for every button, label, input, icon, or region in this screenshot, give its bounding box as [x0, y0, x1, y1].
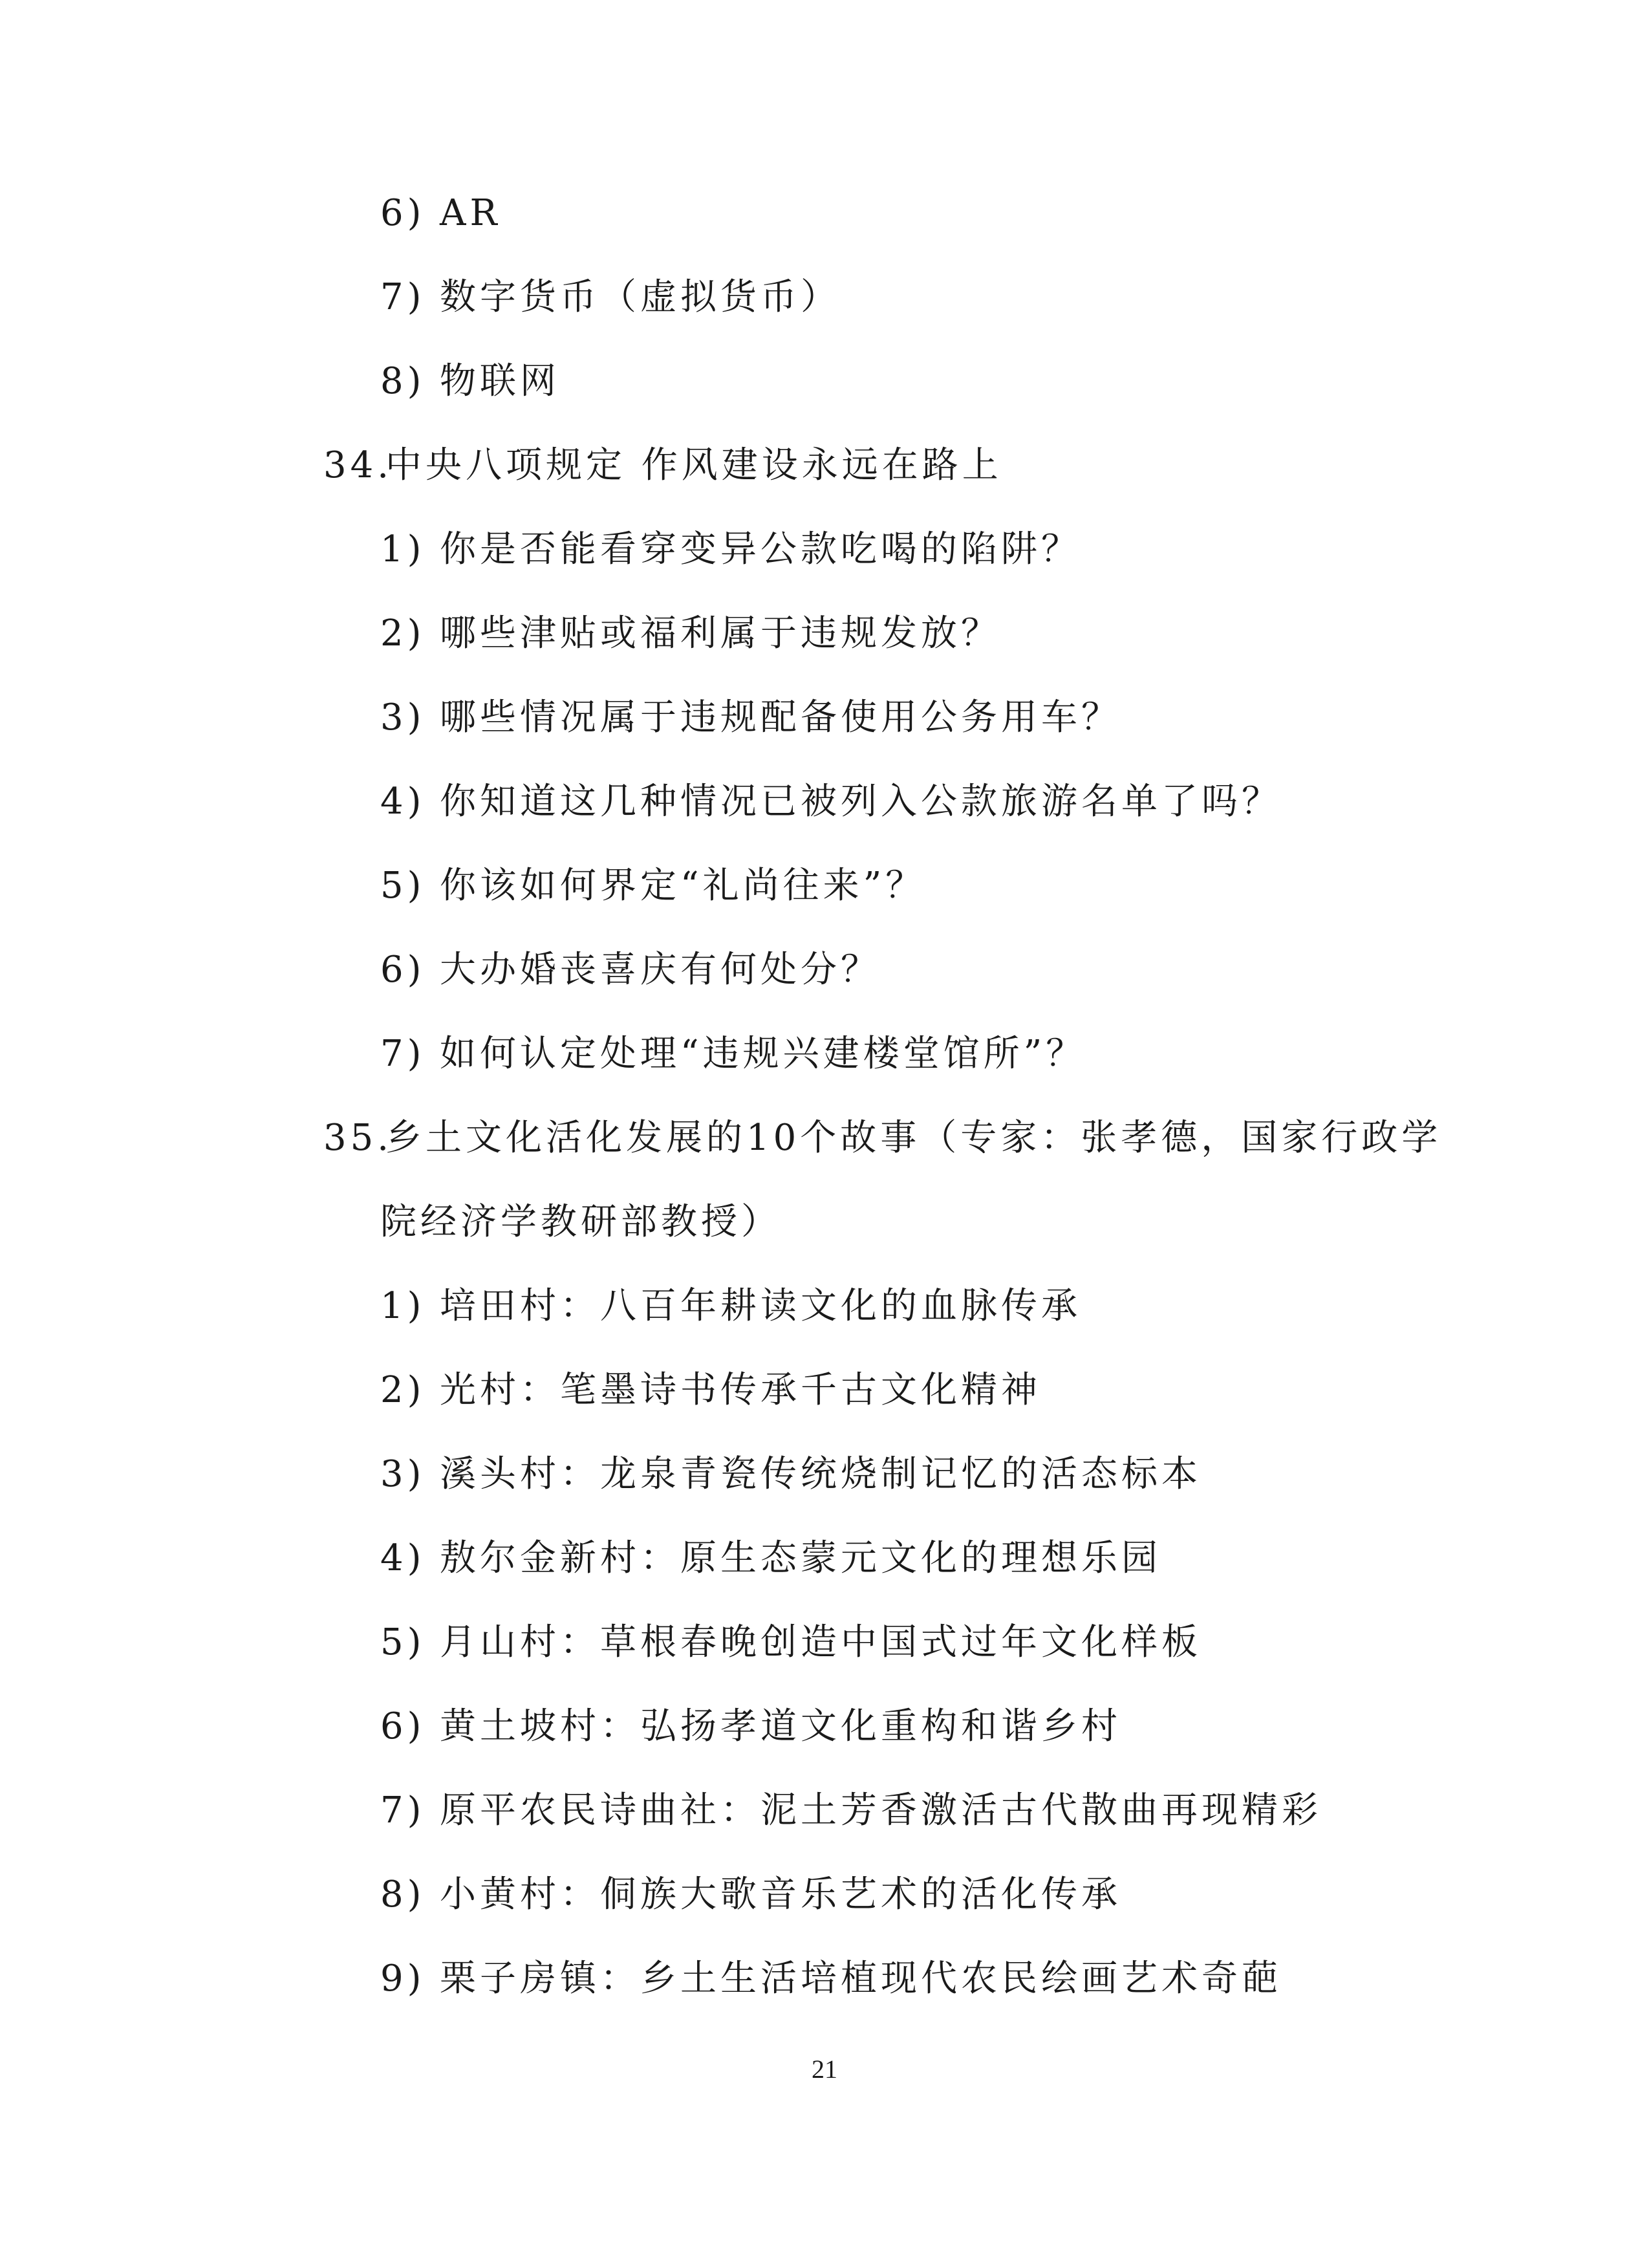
list-item	[380, 860, 925, 912]
section-heading	[323, 1112, 1441, 1164]
list-item	[380, 524, 1081, 576]
section-title-line2: 院经济学教研部教授）	[380, 1201, 781, 1243]
list-item	[380, 1533, 1161, 1584]
list-item-number: 6)	[380, 949, 426, 991]
list-item	[380, 944, 881, 996]
list-item-text: 光村：笔墨诗书传承千古文化精神	[440, 1369, 1041, 1411]
list-item	[380, 608, 1001, 660]
list-item-number: 8)	[380, 360, 426, 402]
list-item	[380, 1953, 1282, 2005]
list-item-text: 哪些津贴或福利属于违规发放？	[440, 612, 1001, 654]
list-item-text: 敖尔金新村：原生态蒙元文化的理想乐园	[440, 1537, 1161, 1579]
list-item-text: 如何认定处理“违规兴建楼堂馆所”？	[440, 1033, 1086, 1075]
page-number: 21	[812, 2055, 837, 2084]
list-item-text: 数字货币（虚拟货币）	[440, 276, 841, 318]
list-item-text: 你知道这几种情况已被列入公款旅游名单了吗？	[440, 781, 1282, 823]
list-item-text: 小黄村：侗族大歌音乐艺术的活化传承	[440, 1874, 1121, 1916]
list-item	[380, 188, 501, 239]
list-item-text: 栗子房镇：乡土生活培植现代农民绘画艺术奇葩	[440, 1958, 1282, 2000]
list-item-number: 7)	[380, 1789, 426, 1831]
list-item-text: 黄土坡村：弘扬孝道文化重构和谐乡村	[440, 1705, 1121, 1747]
list-item	[380, 1785, 1322, 1837]
list-item-number: 8)	[380, 1874, 426, 1916]
list-item	[380, 1365, 1041, 1416]
list-item	[380, 1869, 1121, 1921]
list-item-number: 5)	[380, 865, 426, 907]
list-item-number: 6)	[380, 192, 426, 234]
list-item-text: 哪些情况属于违规配备使用公务用车？	[440, 697, 1121, 739]
list-item-number: 2)	[380, 612, 426, 654]
list-item-number: 5)	[380, 1621, 426, 1663]
list-item	[380, 356, 560, 407]
list-item-text: 物联网	[440, 360, 560, 402]
list-item-number: 2)	[380, 1369, 426, 1411]
list-item-text: 原平农民诗曲社：泥土芳香激活古代散曲再现精彩	[440, 1789, 1322, 1831]
list-item	[380, 1280, 1081, 1332]
list-item	[380, 272, 841, 323]
list-item	[380, 692, 1121, 744]
list-item	[380, 1617, 1202, 1669]
section-title: 乡土文化活化发展的10个故事（专家：张孝德，国家行政学	[385, 1117, 1442, 1159]
list-item-number: 9)	[380, 1958, 426, 2000]
list-item-text: 溪头村：龙泉青瓷传统烧制记忆的活态标本	[440, 1453, 1202, 1495]
list-item-text: 月山村：草根春晚创造中国式过年文化样板	[440, 1621, 1202, 1663]
section-title-continuation	[380, 1196, 781, 1248]
section-heading	[323, 440, 1002, 491]
list-item-text: 大办婚丧喜庆有何处分？	[440, 949, 881, 991]
list-item-number: 6)	[380, 1705, 426, 1747]
list-item	[380, 1449, 1202, 1500]
section-number: 35.	[323, 1117, 393, 1159]
list-item	[380, 776, 1282, 828]
list-item-number: 3)	[380, 697, 426, 739]
list-item-text: 你是否能看穿变异公款吃喝的陷阱？	[440, 528, 1081, 570]
list-item-number: 4)	[380, 1537, 426, 1579]
list-item-number: 7)	[380, 276, 426, 318]
section-number: 34.	[323, 444, 393, 486]
list-item	[380, 1028, 1086, 1080]
list-item-number: 3)	[380, 1453, 426, 1495]
list-item-text: 培田村：八百年耕读文化的血脉传承	[440, 1285, 1081, 1327]
section-title: 中央八项规定 作风建设永远在路上	[385, 444, 1002, 486]
list-item-number: 4)	[380, 781, 426, 823]
list-item-number: 7)	[380, 1033, 426, 1075]
list-item-text: 你该如何界定“礼尚往来”？	[440, 865, 926, 907]
list-item-text: AR	[440, 192, 501, 234]
list-item-number: 1)	[380, 1285, 426, 1327]
list-item	[380, 1701, 1121, 1753]
list-item-number: 1)	[380, 528, 426, 570]
